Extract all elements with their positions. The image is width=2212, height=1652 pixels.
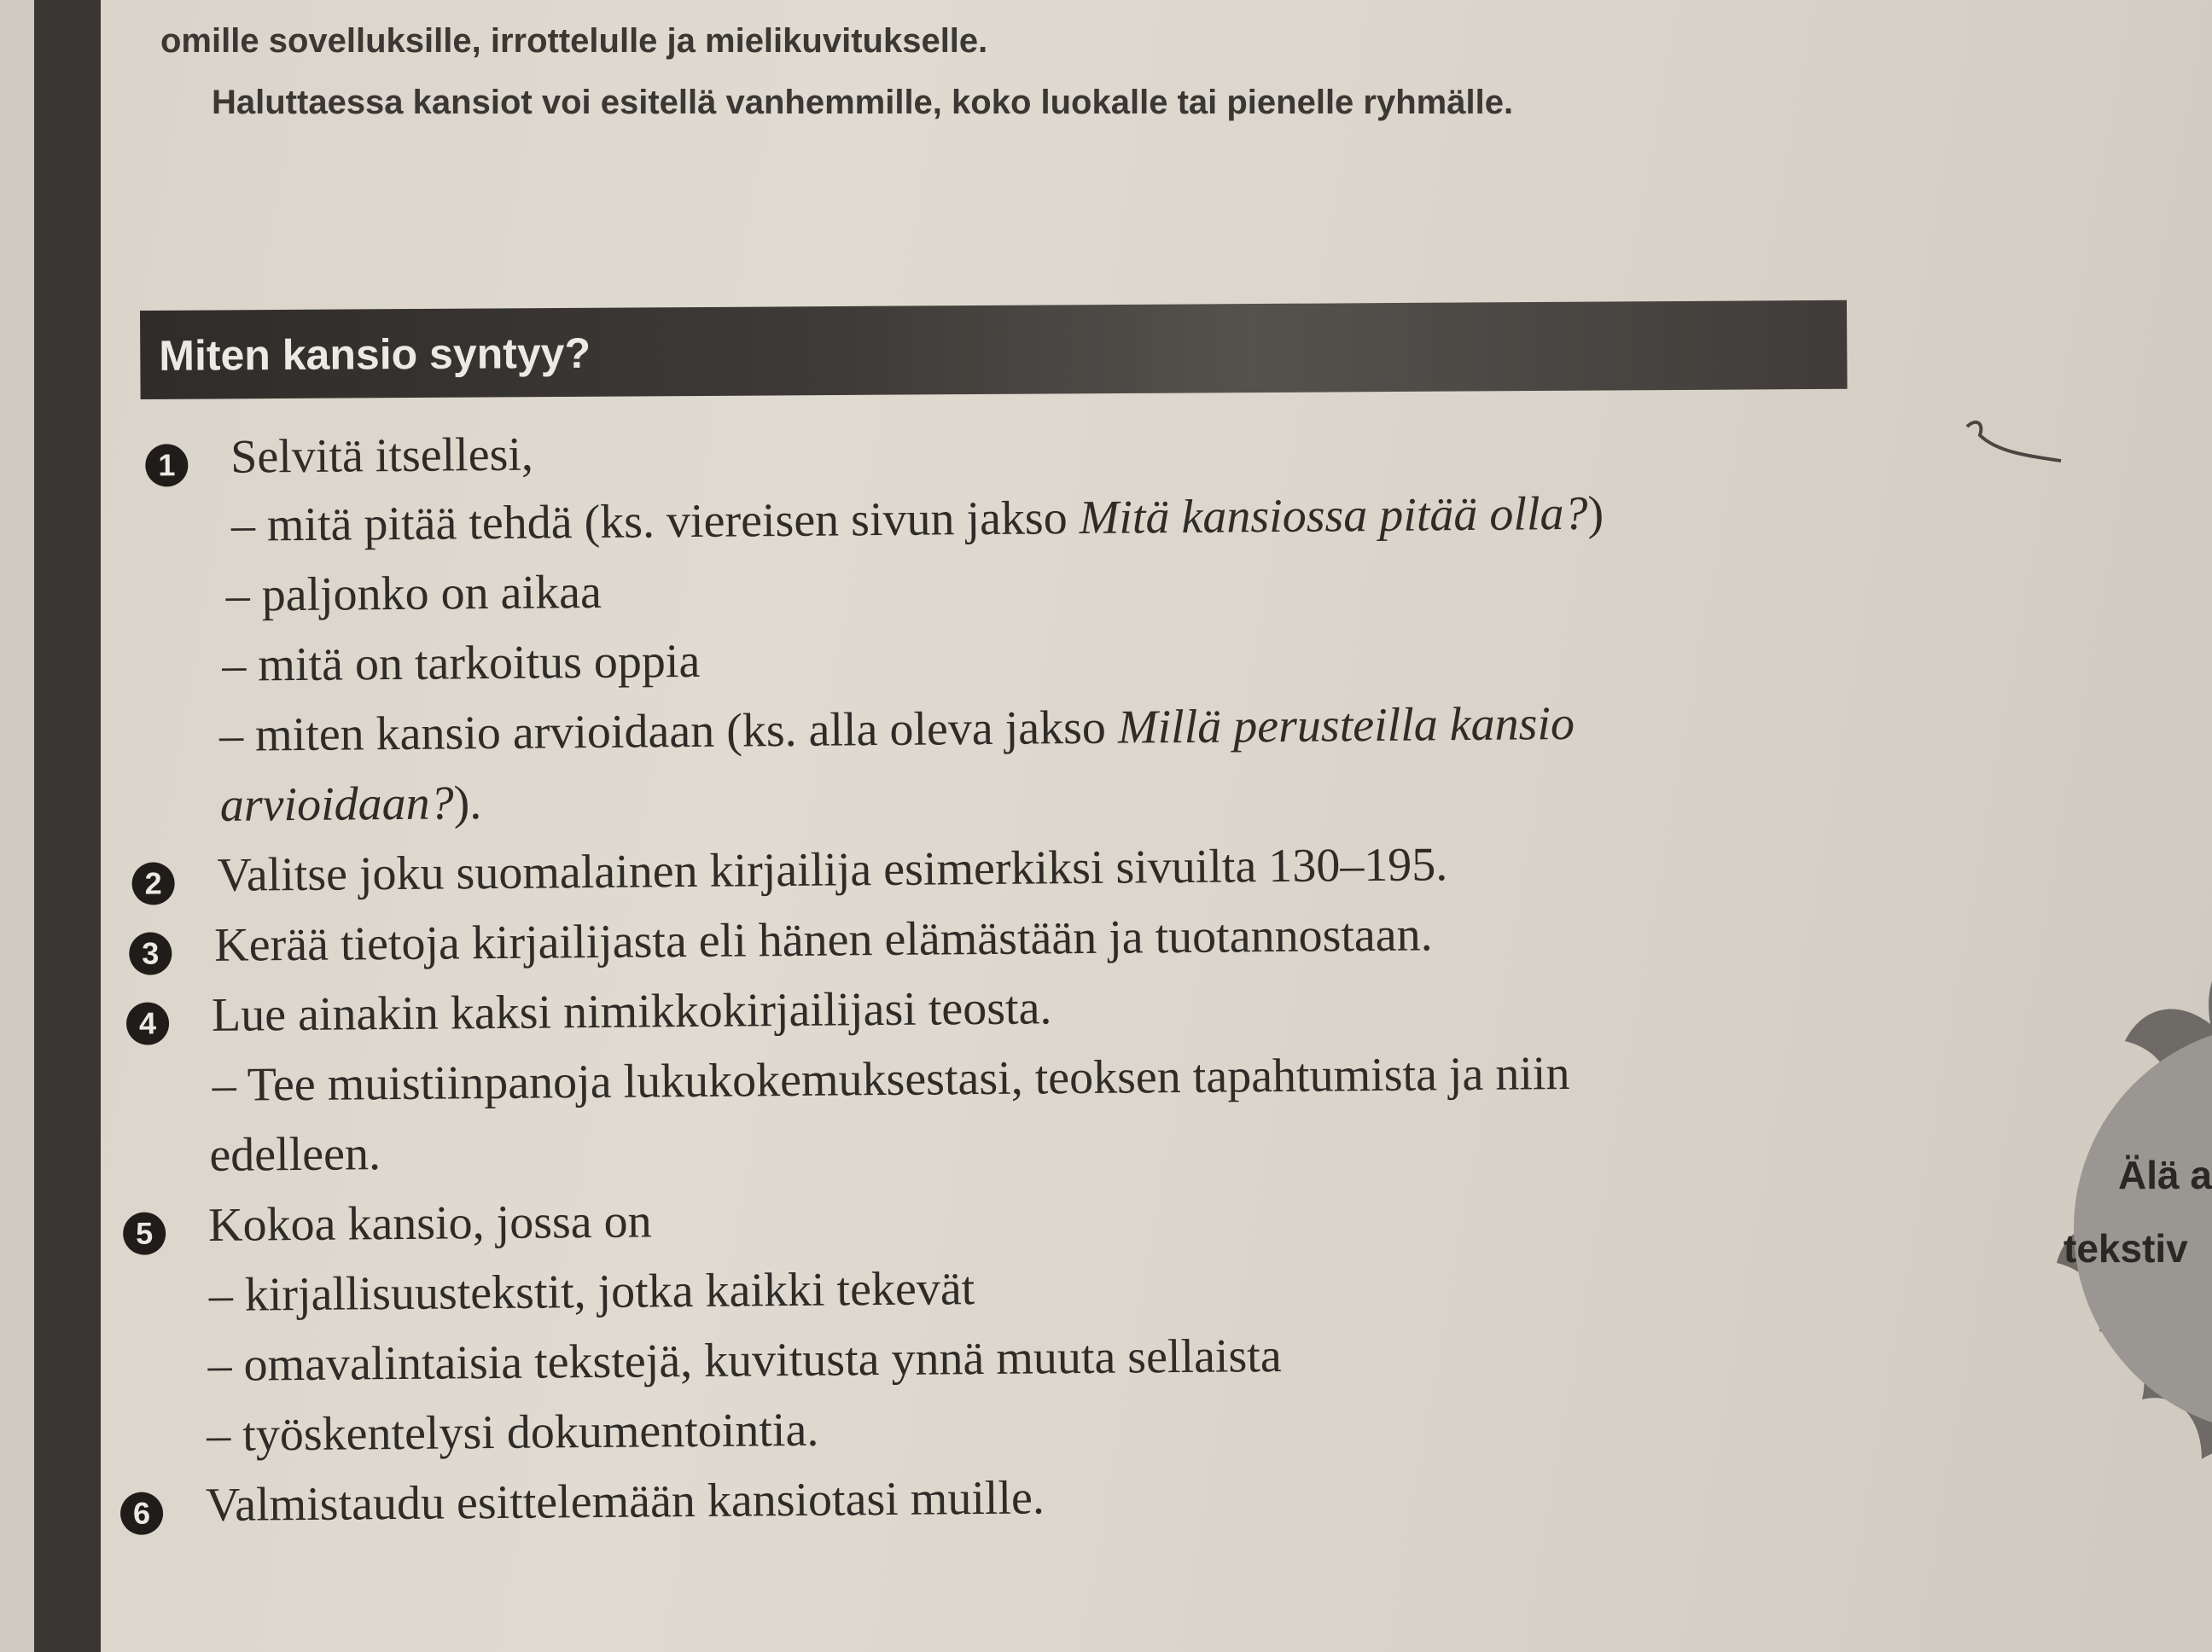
- step-6-text: Valmistaudu esittelemään kansiotasi muille.: [205, 1471, 1045, 1532]
- section-title: Miten kansio syntyy?: [159, 329, 591, 380]
- spine-stripe: [34, 0, 101, 1652]
- intro-line-1: omille sovelluksille, irrottelulle ja mielikuvitukselle.: [160, 22, 988, 60]
- intro-line-2: Haluttaessa kansiot voi esitellä vanhemmille, koko luokalle tai pienelle ryhmälle.: [212, 84, 1514, 121]
- step-number-1: 1: [145, 444, 188, 486]
- step-1-sub-4-cont: arvioidaan?).: [219, 777, 482, 832]
- step-1-sub-3: – mitä on tarkoitus oppia: [222, 634, 701, 692]
- step-1-sub-1: – mitä pitää tehdä (ks. viereisen sivun jakso Mitä kansiossa pitää olla?): [230, 486, 1604, 552]
- pen-mark: [1963, 418, 2065, 469]
- page-edge: [0, 0, 34, 1652]
- step-number-4: 4: [126, 1002, 169, 1044]
- section-header: [140, 300, 1848, 399]
- step-2-text: Valitse joku suomalainen kirjailija esimerkiksi sivuilta 130–195.: [217, 838, 1448, 902]
- step-3-text: Kerää tietoja kirjailijasta eli hänen elämästään ja tuotannostaan.: [213, 908, 1433, 972]
- step-4-text: Lue ainakin kaksi nimikkokirjailijasi teosta.: [211, 981, 1052, 1042]
- step-5-sub-1: – kirjallisuustekstit, jotka kaikki tekevät: [208, 1262, 975, 1322]
- sun-badge-graphic: [1920, 905, 2212, 1502]
- step-1-sub-4: – miten kansio arvioidaan (ks. alla oleva jakso Millä perusteilla kansio: [218, 696, 1575, 762]
- step-5-sub-3: – työskentelysi dokumentointia.: [207, 1403, 819, 1462]
- step-4-sub-1-cont: edelleen.: [209, 1127, 381, 1182]
- step-number-2: 2: [131, 862, 174, 905]
- step-1-sub-2: – paljonko on aikaa: [225, 565, 602, 622]
- step-4-sub-1: – Tee muistiinpanoja lukukokemuksestasi, teoksen tapahtumista ja niin: [212, 1047, 1570, 1112]
- badge-text-line-1: Älä a: [2118, 1153, 2212, 1197]
- step-1-text: Selvitä itsellesi,: [230, 428, 534, 484]
- step-5-sub-2: – omavalintaisia tekstejä, kuvitusta ynnä muuta sellaista: [207, 1329, 1282, 1392]
- badge-text-line-2: tekstiv: [2064, 1226, 2188, 1271]
- step-5-text: Kokoa kansio, jossa on: [207, 1195, 652, 1252]
- step-number-3: 3: [129, 932, 172, 974]
- step-number-5: 5: [123, 1212, 166, 1254]
- step-number-6: 6: [120, 1492, 163, 1534]
